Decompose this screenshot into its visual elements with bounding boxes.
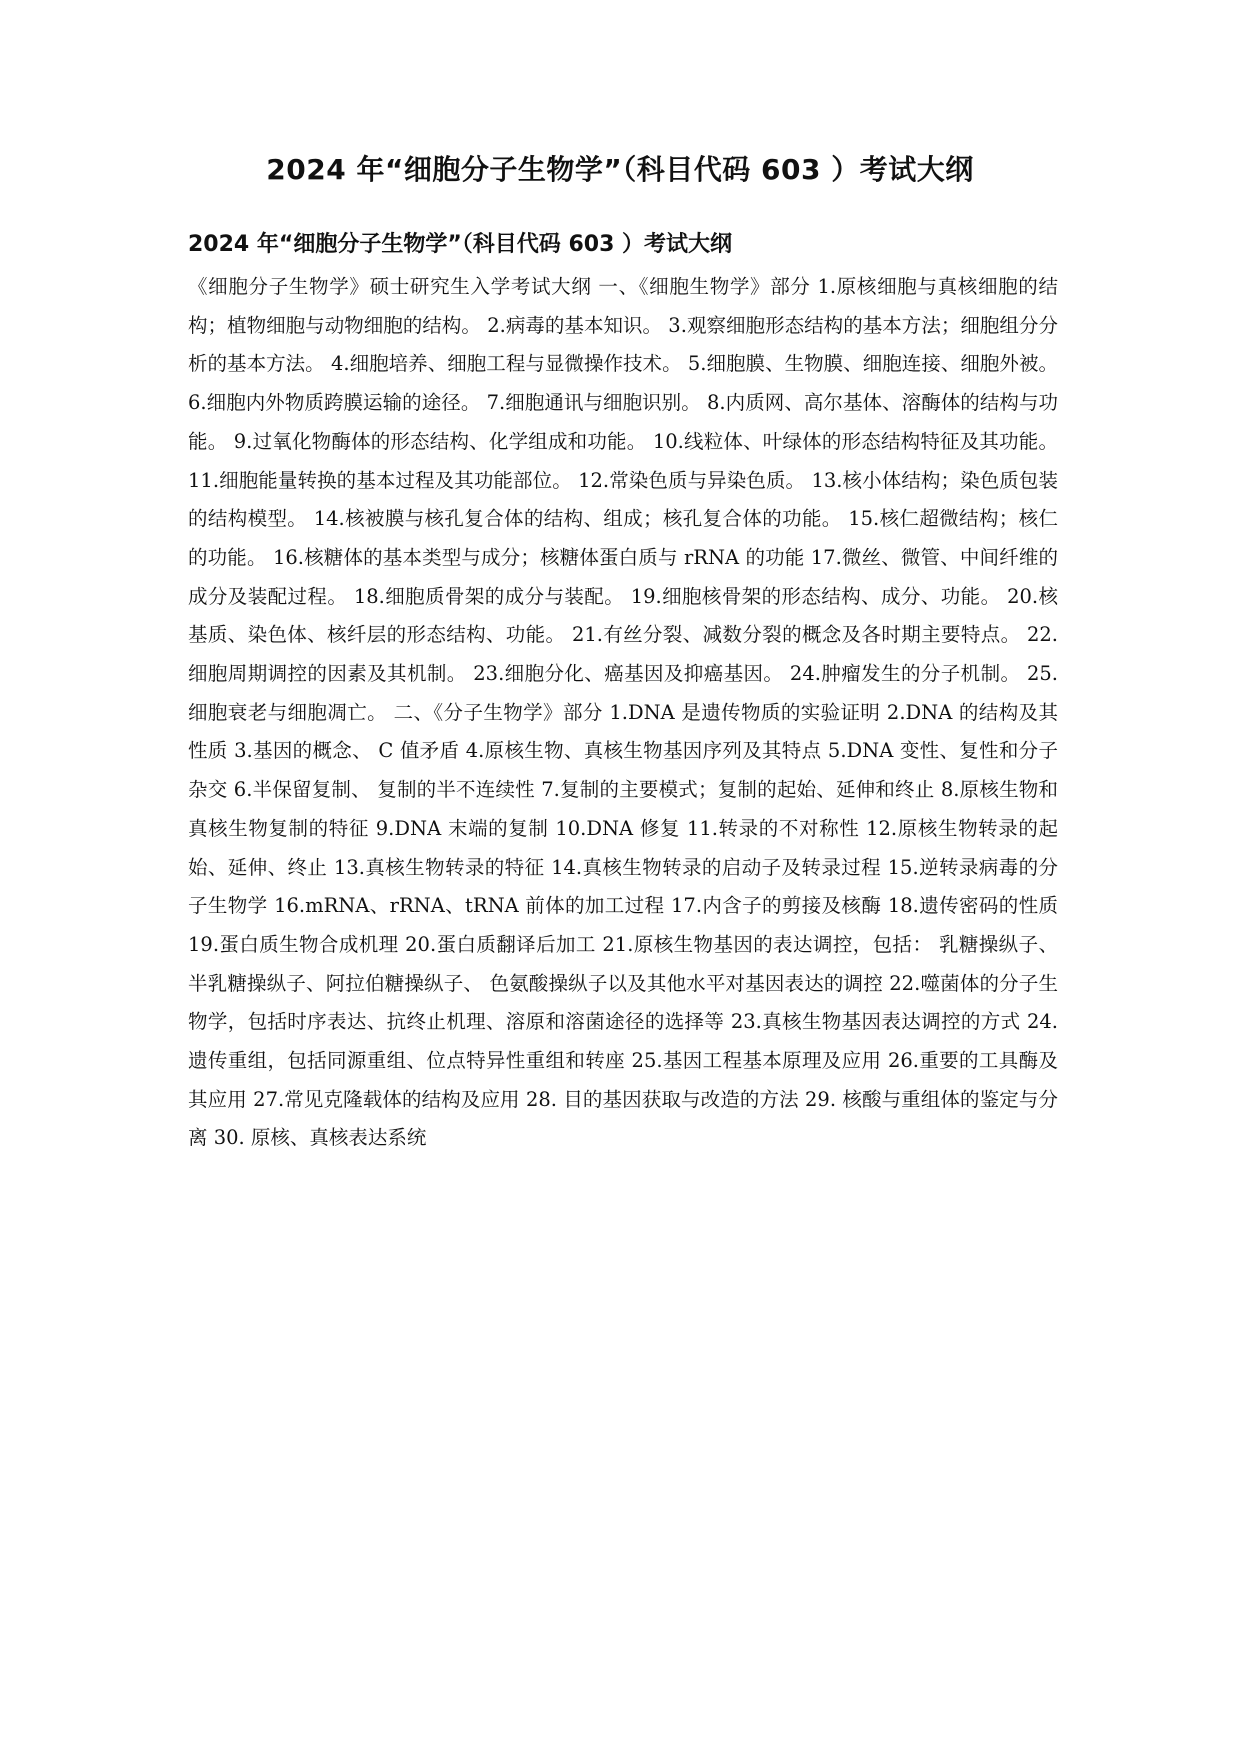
syllabus-body-text: 《细胞分子生物学》硕士研究生入学考试大纲 一、《细胞生物学》部分 1.原核细胞与真核细胞的结构；植物细胞与动物细胞的结构。 2.病毒的基本知识。 3.观察细胞形态结构的基本方法；细胞组分分析的基本方法。 4.细胞培养、细胞工程与显微操作技术。 5.细胞膜、生物膜、细胞连接、细胞外被。 6.细胞内外物质跨膜运输的途径。 7.细胞通讯与细胞识别。 8.内质网、高尔基体、溶酶体的结构与功能。 9.过氧化物酶体的形态结构、化学组成和功能。 10.线粒体、叶绿体的形态结构特征及其功能。 11.细胞能量转换的基本过程及其功能部位。 12.常染色质与异染色质。 13.核小体结构；染色质包装的结构模型。 14.核被膜与核孔复合体的结构、组成；核孔复合体的功能。 15.核仁超微结构；核仁的功能。 16.核糖体的基本类型与成分；核糖体蛋白质与 rRNA 的功能 17.微丝、微管、中间纤维的成分及装配过程。 18.细胞质骨架的成分与装配。 19.细胞核骨架的形态结构、成分、功能。 20.核基质、染色体、核纤层的形态结构、功能。 21.有丝分裂、减数分裂的概念及各时期主要特点。 22.细胞周期调控的因素及其机制。 23.细胞分化、癌基因及抑癌基因。 24.肿瘤发生的分子机制。 25.细胞衰老与细胞凋亡。 二、《分子生物学》部分 1.DNA 是遗传物质的实验证明 2.DNA 的结构及其性质 3.基因的概念、 C 值矛盾 4.原核生物、真核生物基因序列及其特点 5.DNA 变性、复性和分子杂交 6.半保留复制、 复制的半不连续性 7.复制的主要模式；复制的起始、延伸和终止 8.原核生物和真核生物复制的特征 9.DNA 末端的复制 10.DNA 修复 11.转录的不对称性 12.原核生物转录的起始、延伸、终止 13.真核生物转录的特征 14.真核生物转录的启动子及转录过程 15.逆转录病毒的分子生物学 16.mRNA、rRNA、tRNA 前体的加工过程 17.内含子的剪接及核酶 18.遗传密码的性质 19.蛋白质生物合成机理 20.蛋白质翻译后加工 21.原核生物基因的表达调控，包括： 乳糖操纵子、半乳糖操纵子、阿拉伯糖操纵子、 色氨酸操纵子以及其他水平对基因表达的调控 22.噬菌体的分子生物学，包括时序表达、抗终止机理、溶原和溶菌途径的选择等 23.真核生物基因表达调控的方式 24.遗传重组，包括同源重组、位点特异性重组和转座 25.基因工程基本原理及应用 26.重要的工具酶及其应用 27.常见克隆载体的结构及应用 28. 目的基因获取与改造的方法 29. 核酸与重组体的鉴定与分离 30. 原核、真核表达系统 [188, 275, 1058, 1150]
document-subtitle: 2024 年“细胞分子生物学”（科目代码 603 ）考试大纲 [188, 232, 733, 257]
document-title: 2024 年“细胞分子生物学”（科目代码 603 ）考试大纲 [266, 153, 974, 186]
